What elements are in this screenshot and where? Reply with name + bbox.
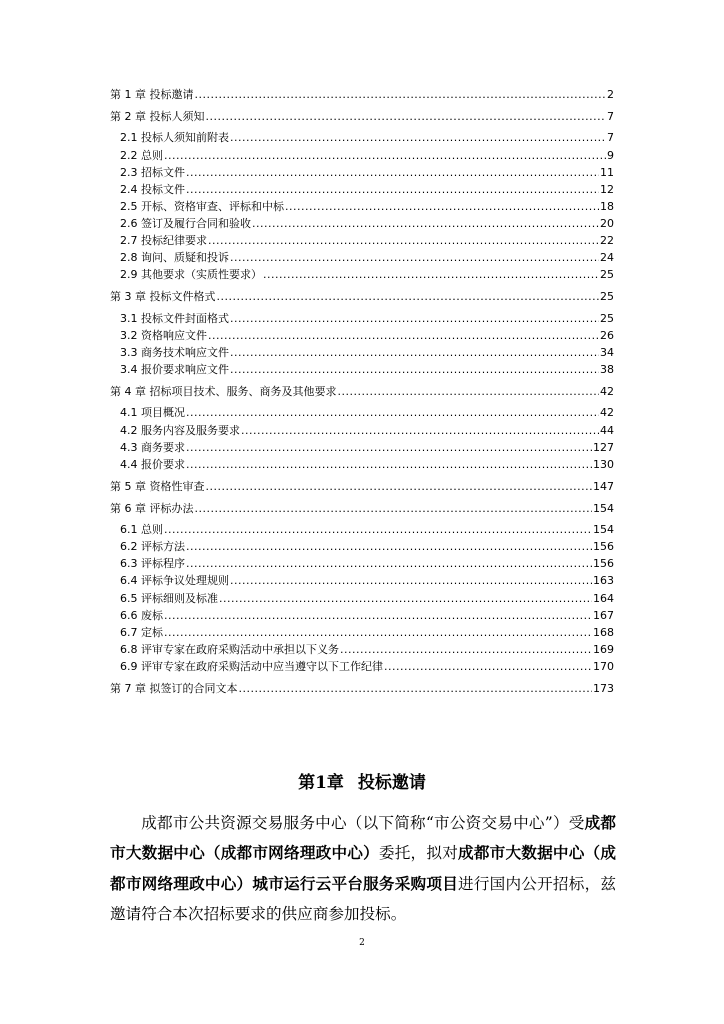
toc-section-entry[interactable] (110, 607, 614, 624)
toc-section-entry[interactable] (110, 624, 614, 641)
toc-entry-page: 25 (600, 311, 614, 325)
toc-entry-label: 2.6 签订及履行合同和验收 (120, 216, 251, 230)
toc-entry-page: 25 (600, 290, 614, 304)
toc-dot-leader (230, 572, 592, 589)
toc-chapter-entry[interactable] (110, 288, 614, 305)
toc-entry-label: 4.1 项目概况 (120, 406, 185, 420)
toc-entry-label: 4.4 报价要求 (120, 457, 185, 471)
toc-dot-leader (338, 383, 600, 400)
toc-chapter-entry[interactable] (110, 500, 614, 517)
toc-entry-label: 2.5 开标、资格审查、评标和中标 (120, 199, 284, 213)
toc-entry-label: 第 7 章 拟签订的合同文本 (110, 681, 238, 695)
toc-entry-page: 173 (593, 681, 614, 695)
toc-entry-page: 25 (600, 268, 614, 282)
toc-section-entry[interactable] (110, 266, 614, 283)
toc-dot-leader (208, 232, 599, 249)
toc-entry-label: 3.3 商务技术响应文件 (120, 345, 229, 359)
toc-section-entry[interactable] (110, 310, 614, 327)
intro-text: 进行国内公开招标，兹邀请符合本次招标要求的供应商参加投标。 (110, 874, 616, 923)
toc-entry-page: 154 (593, 523, 614, 537)
toc-entry-label: 6.8 评审专家在政府采购活动中承担以下义务 (120, 642, 339, 656)
toc-entry-page: 154 (593, 501, 614, 515)
toc-dot-leader (186, 181, 599, 198)
toc-dot-leader (164, 521, 592, 538)
toc-section-entry[interactable] (110, 538, 614, 555)
toc-dot-leader (164, 147, 606, 164)
chapter-title: 投标邀请 (357, 773, 426, 793)
toc-section-entry[interactable] (110, 232, 614, 249)
toc-dot-leader (217, 288, 600, 305)
toc-entry-page: 164 (593, 591, 614, 605)
toc-entry-page: 44 (600, 423, 614, 437)
toc-entry-label: 6.9 评审专家在政府采购活动中应当遵守以下工作纪律 (120, 659, 383, 673)
toc-entry-page: 11 (600, 165, 614, 179)
toc-entry-label: 第 1 章 投标邀请 (110, 88, 194, 101)
toc-dot-leader (230, 249, 599, 266)
chapter-heading (0, 768, 724, 793)
toc-entry-page: 26 (600, 328, 614, 342)
toc-entry-label: 2.9 其他要求（实质性要求） (120, 268, 262, 282)
toc-entry-page: 127 (593, 440, 614, 454)
toc-section-entry[interactable] (110, 555, 614, 572)
toc-chapter-entry[interactable] (110, 383, 614, 400)
toc-entry-label: 第 2 章 投标人须知 (110, 109, 205, 123)
toc-entry-page: 163 (593, 574, 614, 588)
toc-section-entry[interactable] (110, 422, 614, 439)
toc-section-entry[interactable] (110, 344, 614, 361)
toc-entry-label: 6.1 总则 (120, 523, 163, 537)
toc-entry-label: 3.1 投标文件封面格式 (120, 311, 229, 325)
toc-entry-page: 34 (600, 345, 614, 359)
toc-entry-page: 167 (593, 608, 614, 622)
toc-section-entry[interactable] (110, 590, 614, 607)
toc-entry-label: 6.2 评标方法 (120, 540, 185, 554)
page-number: 2 (359, 938, 365, 948)
intro-bold-project: 成都市大数据中心（成都市网络理政中心）城市运行云平台服务采购项目 (110, 843, 616, 893)
toc-chapter-entry[interactable] (110, 680, 614, 697)
toc-dot-leader (195, 500, 593, 517)
toc-entry-page: 130 (593, 457, 614, 471)
toc-dot-leader (186, 439, 592, 456)
intro-text: 成都市公共资源交易服务中心（以下简称“市公资交易中心”）受 (141, 814, 585, 832)
toc-entry-page: 22 (600, 234, 614, 248)
intro-bold-agency: 成都市大数据中心（成都市网络理政中心） (110, 813, 616, 863)
intro-text: 委托，拟对 (378, 844, 459, 863)
toc-entry-page: 170 (593, 659, 614, 673)
toc-entry-page: 9 (607, 148, 614, 162)
toc-entry-label: 3.4 报价要求响应文件 (120, 363, 229, 376)
toc-entry-page: 24 (600, 251, 614, 265)
toc-entry-label: 4.2 服务内容及服务要求 (120, 423, 240, 437)
toc-section-entry[interactable] (110, 181, 614, 198)
invitation-paragraph (110, 808, 616, 929)
toc-dot-leader (263, 266, 599, 283)
toc-entry-label: 2.1 投标人须知前附表 (120, 131, 229, 145)
toc-entry-page: 7 (607, 131, 614, 145)
toc-section-entry[interactable] (110, 361, 614, 378)
toc-section-entry[interactable] (110, 198, 614, 215)
toc-entry-label: 2.3 招标文件 (120, 165, 185, 179)
toc-entry-label: 第 3 章 投标文件格式 (110, 290, 216, 304)
toc-entry-label: 3.2 资格响应文件 (120, 328, 207, 342)
toc-entry-page: 7 (607, 109, 614, 123)
toc-dot-leader (241, 422, 599, 439)
toc-dot-leader (186, 404, 599, 421)
toc-entry-label: 6.7 定标 (120, 625, 163, 639)
toc-entry-page: 168 (593, 625, 614, 639)
toc-dot-leader (186, 164, 599, 181)
toc-chapter-entry[interactable] (110, 86, 614, 103)
toc-entry-label: 2.2 总则 (120, 148, 163, 162)
toc-entry-label: 2.4 投标文件 (120, 182, 185, 196)
toc-entry-label: 第 5 章 资格性审查 (110, 479, 205, 493)
toc-section-entry[interactable] (110, 572, 614, 589)
toc-section-entry[interactable] (110, 129, 614, 146)
toc-dot-leader (219, 590, 592, 607)
chapter-number: 第1章 (298, 773, 344, 793)
toc-section-entry[interactable] (110, 147, 614, 164)
toc-entry-page: 42 (600, 384, 614, 398)
toc-chapter-entry[interactable] (110, 478, 614, 495)
toc-dot-leader (186, 555, 592, 572)
toc-entry-label: 6.3 评标程序 (120, 557, 185, 571)
toc-dot-leader (206, 478, 593, 495)
toc-section-entry[interactable] (110, 658, 614, 675)
toc-section-entry[interactable] (110, 521, 614, 538)
toc-dot-leader (164, 624, 592, 641)
toc-entry-page: 169 (593, 642, 614, 656)
toc-entry-page: 156 (593, 557, 614, 571)
toc-entry-page: 156 (593, 540, 614, 554)
toc-entry-label: 4.3 商务要求 (120, 440, 185, 454)
toc-dot-leader (164, 607, 592, 624)
toc-section-entry[interactable] (110, 439, 614, 456)
toc-entry-page: 18 (600, 199, 614, 213)
toc-entry-label: 6.5 评标细则及标准 (120, 591, 218, 605)
toc-entry-label: 6.4 评标争议处理规则 (120, 574, 229, 588)
toc-entry-label: 第 4 章 招标项目技术、服务、商务及其他要求 (110, 384, 337, 398)
toc-section-entry[interactable] (110, 164, 614, 181)
toc-entry-label: 2.8 询问、质疑和投诉 (120, 251, 229, 265)
toc-dot-leader (230, 361, 599, 378)
toc-dot-leader (230, 344, 599, 361)
toc-dot-leader (195, 86, 607, 103)
toc-section-entry[interactable] (110, 456, 614, 473)
toc-section-entry[interactable] (110, 215, 614, 232)
toc-dot-leader (230, 129, 606, 146)
toc-section-entry[interactable] (110, 249, 614, 266)
toc-dot-leader (186, 456, 592, 473)
toc-dot-leader (230, 310, 599, 327)
toc-dot-leader (186, 538, 592, 555)
toc-entry-page: 147 (593, 479, 614, 493)
toc-dot-leader (384, 658, 592, 675)
toc-dot-leader (340, 641, 592, 658)
toc-entry-page: 12 (600, 182, 614, 196)
toc-entry-page: 42 (600, 406, 614, 420)
toc-section-entry[interactable] (110, 404, 614, 421)
toc-entry-label: 6.6 废标 (120, 608, 163, 622)
toc-dot-leader (208, 327, 599, 344)
toc-dot-leader (252, 215, 599, 232)
table-of-contents (110, 86, 614, 697)
toc-entry-label: 2.7 投标纪律要求 (120, 234, 207, 248)
toc-entry-page: 20 (600, 216, 614, 230)
toc-section-entry[interactable] (110, 641, 614, 658)
toc-entry-page: 2 (607, 88, 614, 101)
toc-entry-label: 第 6 章 评标办法 (110, 501, 194, 515)
toc-dot-leader (206, 108, 607, 125)
toc-dot-leader (239, 680, 593, 697)
toc-section-entry[interactable] (110, 327, 614, 344)
toc-entry-page: 38 (600, 363, 614, 376)
toc-dot-leader (285, 198, 599, 215)
toc-chapter-entry[interactable] (110, 108, 614, 125)
